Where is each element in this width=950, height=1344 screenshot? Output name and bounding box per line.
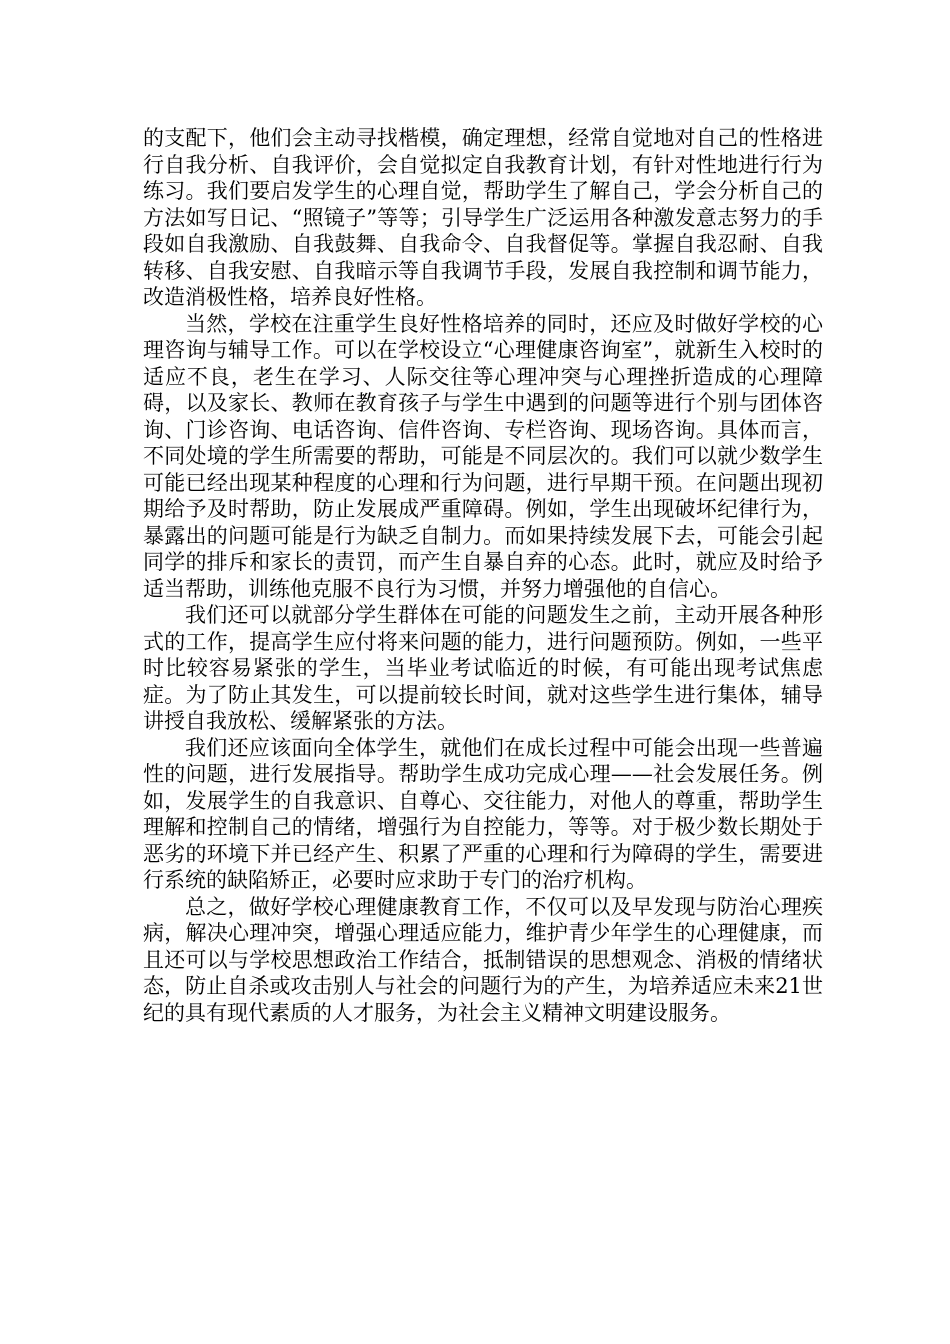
document-body bbox=[143, 125, 823, 1026]
paragraph-2: 当然，学校在注重学生良好性格培养的同时，还应及时做好学校的心理咨询与辅导工作。可以在学校设立“心理健康咨询室”，就新生入校时的适应不良，老生在学习、人际交往等心理冲突与心理挫折造成的心理障碍，以及家长、教师在教育孩子与学生中遇到的问题等进行个别与团体咨询、门诊咨询、电话咨询、信件咨询、专栏咨询、现场咨询。具体而言，不同处境的学生所需要的帮助，可能是不同层次的。我们可以就少数学生可能已经出现某种程度的心理和行为问题，进行早期干预。在问题出现初期给予及时帮助，防止发展成严重障碍。例如，学生出现破坏纪律行为，暴露出的问题可能是行为缺乏自制力。而如果持续发展下去，可能会引起同学的排斥和家长的责罚，而产生自暴自弃的心态。此时，就应及时给予适当帮助，训练他克服不良行为习惯，并努力增强他的自信心。 bbox=[143, 311, 823, 601]
paragraph-1: 的支配下，他们会主动寻找楷模，确定理想，经常自觉地对自己的性格进行自我分析、自我评价，会自觉拟定自我教育计划，有针对性地进行行为练习。我们要启发学生的心理自觉，帮助学生了解自己，学会分析自己的方法如写日记、“照镜子”等等；引导学生广泛运用各种激发意志努力的手段如自我激励、自我鼓舞、自我命令、自我督促等。掌握自我忍耐、自我转移、自我安慰、自我暗示等自我调节手段，发展自我控制和调节能力，改造消极性格，培养良好性格。 bbox=[143, 126, 823, 309]
paragraph-4: 我们还应该面向全体学生，就他们在成长过程中可能会出现一些普遍性的问题，进行发展指导。帮助学生成功完成心理——社会发展任务。例如，发展学生的自我意识、自尊心、交往能力，对他人的尊重，帮助学生理解和控制自己的情绪，增强行为自控能力，等等。对于极少数长期处于恶劣的环境下并已经产生、积累了严重的心理和行为障碍的学生，需要进行系统的缺陷矫正，必要时应求助于专门的治疗机构。 bbox=[143, 735, 823, 892]
paragraph-5: 总之，做好学校心理健康教育工作，不仅可以及早发现与防治心理疾病，解决心理冲突，增强心理适应能力，维护青少年学生的心理健康，而且还可以与学校思想政治工作结合，抵制错误的思想观念、消极的情绪状态，防止自杀或攻击别人与社会的问题行为的产生，为培养适应未来21世纪的具有现代素质的人才服务，为社会主义精神文明建设服务。 bbox=[143, 894, 823, 1025]
paragraph-3: 我们还可以就部分学生群体在可能的问题发生之前，主动开展各种形式的工作，提高学生应付将来问题的能力，进行问题预防。例如，一些平时比较容易紧张的学生，当毕业考试临近的时候，有可能出现考试焦虑症。为了防止其发生，可以提前较长时间，就对这些学生进行集体，辅导讲授自我放松、缓解紧张的方法。 bbox=[143, 603, 823, 733]
